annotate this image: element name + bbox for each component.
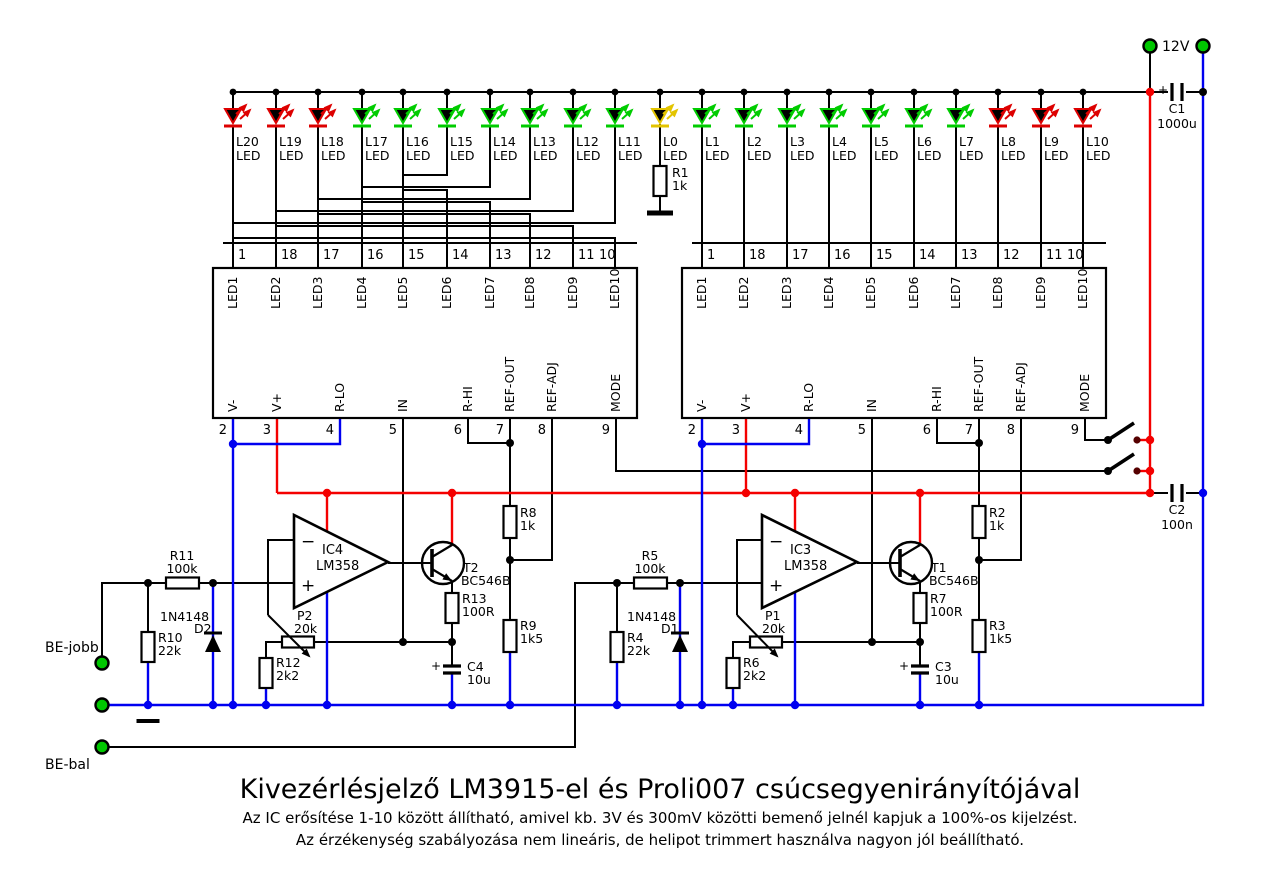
svg-text:10u: 10u [935,672,959,687]
svg-text:1N4148: 1N4148 [160,609,210,624]
resistor-body [727,658,740,688]
switch-blade [1108,423,1134,440]
svg-text:L6: L6 [917,134,932,149]
capacitor-C1 [1157,82,1197,131]
diode-symbol [205,635,221,652]
svg-text:5: 5 [388,423,397,438]
junction [229,440,237,448]
svg-text:LED3: LED3 [779,276,794,309]
svg-text:1k: 1k [520,518,536,533]
svg-text:1k5: 1k5 [989,631,1013,646]
wire [737,540,762,615]
svg-text:IC4: IC4 [322,543,344,558]
svg-text:9: 9 [1070,423,1079,438]
ground-wire [702,418,809,444]
svg-text:R4: R4 [627,630,644,645]
svg-text:L15: L15 [450,134,473,149]
svg-text:13: 13 [495,248,512,263]
led-L3 [778,89,815,268]
svg-text:10: 10 [1067,248,1084,263]
svg-text:L13: L13 [533,134,556,149]
svg-text:R2: R2 [989,505,1006,520]
svg-text:2: 2 [218,423,227,438]
trimmer-P2 [268,608,318,658]
svg-text:LED: LED [321,148,346,163]
input-ground-terminal [96,699,109,712]
svg-text:+: + [430,659,441,673]
svg-text:LED: LED [663,148,688,163]
resistor-R4 [611,630,651,662]
svg-text:C2: C2 [1168,502,1186,517]
svg-text:1k: 1k [672,178,688,193]
supply-positive-terminal [1144,39,1190,55]
resistor-body [973,506,986,538]
resistor-R9 [504,618,544,652]
svg-text:L5: L5 [874,134,889,149]
junction [676,579,684,587]
svg-text:REF-ADJ: REF-ADJ [544,362,559,412]
capacitor-C2 [1161,483,1193,532]
resistor-R3 [973,618,1013,652]
led-L20 [224,89,615,268]
led-L12 [276,89,601,268]
resistor-R6 [727,655,767,688]
supply-ground-terminal [1197,40,1210,53]
svg-text:1: 1 [707,248,716,263]
svg-text:1: 1 [238,248,247,263]
svg-text:R10: R10 [158,630,183,645]
junction [1146,489,1154,497]
svg-text:LED9: LED9 [565,276,580,309]
resistor-R2 [973,505,1006,538]
led-L6 [905,89,942,268]
junction [209,701,217,709]
resistor-body [166,578,199,589]
input-left-terminal [45,741,109,774]
svg-text:LED1: LED1 [694,276,709,309]
svg-text:LED2: LED2 [736,276,751,309]
svg-text:LED: LED [705,148,730,163]
junction [613,701,621,709]
svg-text:V-: V- [694,399,709,412]
svg-text:22k: 22k [158,643,182,658]
svg-text:20k: 20k [762,621,786,636]
svg-text:L4: L4 [832,134,847,149]
svg-text:LED: LED [874,148,899,163]
svg-text:11: 11 [578,248,595,263]
resistor-R8 [504,505,537,538]
svg-text:T2: T2 [463,560,479,575]
svg-text:14: 14 [452,248,469,263]
junction [791,701,799,709]
svg-text:R-HI: R-HI [929,386,944,412]
junction [916,638,924,646]
svg-text:−: − [769,532,784,552]
svg-text:16: 16 [834,248,851,263]
svg-text:6: 6 [922,423,931,438]
junction [1104,436,1112,444]
svg-text:+: + [769,576,784,596]
junction [448,638,456,646]
transistor-T1 [890,542,979,588]
junction [262,701,270,709]
svg-text:L9: L9 [1044,134,1059,149]
svg-text:LED: LED [747,148,772,163]
schematic-note-1: Az IC erősítése 1-10 között állítható, amivel kb. 3V és 300mV közötti bemenő jelnél kapjuk a 100%-os kijelzést. [242,809,1078,827]
junction [506,556,514,564]
led-L1 [693,89,730,268]
svg-text:11: 11 [1046,248,1063,263]
svg-text:MODE: MODE [608,373,623,412]
ic-lm3915-right [682,243,1106,438]
svg-text:L12: L12 [576,134,599,149]
svg-text:LED5: LED5 [395,276,410,309]
svg-text:LED: LED [493,148,518,163]
svg-text:+: + [1157,83,1168,97]
opamp-IC4 [294,515,388,608]
junction [975,701,983,709]
svg-text:2k2: 2k2 [743,668,767,683]
resistor-body [973,620,986,652]
terminal-pad [96,741,109,754]
svg-text:9: 9 [601,423,610,438]
svg-text:L11: L11 [618,134,641,149]
svg-text:LED6: LED6 [439,276,454,309]
svg-text:LM358: LM358 [784,559,828,574]
svg-text:R-HI: R-HI [460,386,475,412]
svg-text:LED1: LED1 [225,276,240,309]
junction [1146,436,1154,444]
svg-text:1000u: 1000u [1157,116,1197,131]
svg-text:R5: R5 [641,548,659,563]
capacitor-C3 [899,659,959,687]
led-L18 [309,89,530,268]
resistor-body [654,166,667,196]
svg-text:L17: L17 [365,134,388,149]
svg-text:L18: L18 [321,134,344,149]
svg-text:C3: C3 [935,659,952,674]
svg-text:−: − [301,532,316,552]
svg-text:LED: LED [1001,148,1026,163]
svg-text:LED10: LED10 [1075,268,1090,309]
svg-text:R-LO: R-LO [332,382,347,412]
svg-text:REF-OUT: REF-OUT [971,356,986,412]
svg-text:IN: IN [395,398,410,412]
svg-text:R3: R3 [989,618,1006,633]
svg-text:R7: R7 [930,591,947,606]
junction [916,701,924,709]
svg-text:12: 12 [535,248,552,263]
svg-text:14: 14 [919,248,936,263]
led-L10 [1074,89,1111,268]
svg-text:LED6: LED6 [906,276,921,309]
ground-wire [233,418,340,444]
led-L17 [353,89,490,268]
svg-text:10: 10 [599,248,616,263]
opamp-IC3 [762,515,857,608]
svg-text:15: 15 [408,248,425,263]
svg-text:D2: D2 [194,621,212,636]
switch-blade [1108,454,1134,471]
mode-switch-upper [1108,423,1134,440]
svg-text:L8: L8 [1001,134,1016,149]
svg-text:L2: L2 [747,134,762,149]
svg-text:20k: 20k [294,621,318,636]
svg-text:13: 13 [961,248,978,263]
svg-text:8: 8 [1006,423,1015,438]
svg-text:10u: 10u [467,672,491,687]
svg-text:3: 3 [262,423,271,438]
svg-text:LED: LED [790,148,815,163]
svg-text:V+: V+ [738,392,753,412]
svg-text:L10: L10 [1086,134,1109,149]
junction [1104,467,1112,475]
junction [791,489,799,497]
svg-text:1k5: 1k5 [520,631,544,646]
svg-text:C1: C1 [1168,101,1186,116]
svg-text:17: 17 [323,248,340,263]
svg-text:REF-ADJ: REF-ADJ [1013,362,1028,412]
svg-text:R12: R12 [276,655,301,670]
svg-text:LED8: LED8 [522,276,537,309]
junction [448,489,456,497]
svg-text:LM358: LM358 [316,559,360,574]
svg-text:100n: 100n [1161,517,1193,532]
resistor-body [611,632,624,662]
svg-text:18: 18 [749,248,766,263]
svg-text:5: 5 [857,423,866,438]
svg-text:LED: LED [450,148,475,163]
junction [698,701,706,709]
junction [1146,88,1154,96]
input-right-terminal [45,640,109,670]
svg-text:1k: 1k [989,518,1005,533]
svg-text:7: 7 [964,423,973,438]
junction [613,579,621,587]
diode-symbol [672,635,688,652]
svg-text:R8: R8 [520,505,537,520]
svg-text:R13: R13 [462,591,487,606]
led-L5 [862,89,899,268]
svg-text:R11: R11 [169,548,195,563]
svg-text:100R: 100R [462,604,495,619]
svg-text:100R: 100R [930,604,963,619]
junction [506,701,514,709]
svg-text:LED: LED [365,148,390,163]
svg-text:BE-jobb: BE-jobb [45,640,99,656]
junction [209,579,217,587]
svg-text:L14: L14 [493,134,516,149]
junction [975,556,983,564]
svg-text:4: 4 [325,423,334,438]
led-L13 [318,89,558,268]
junction [1199,489,1207,497]
svg-text:LED: LED [917,148,942,163]
svg-text:LED: LED [406,148,431,163]
wire [268,540,294,615]
junction [868,638,876,646]
svg-text:V+: V+ [269,392,284,412]
svg-text:1N4148: 1N4148 [627,609,677,624]
svg-text:7: 7 [495,423,504,438]
junction [742,489,750,497]
svg-text:15: 15 [876,248,893,263]
svg-text:LED7: LED7 [482,276,497,309]
junction [1146,467,1154,475]
resistor-body [634,578,667,589]
svg-text:LED: LED [533,148,558,163]
resistor-body [142,632,155,662]
svg-text:BE-bal: BE-bal [45,757,90,773]
junction [229,701,237,709]
resistor-R1 [654,165,689,196]
resistor-body [260,658,273,688]
svg-text:D1: D1 [661,621,679,636]
junction [144,701,152,709]
junction [698,440,706,448]
schematic-title: Kivezérlésjelző LM3915-el és Proli007 csúcsegyenirányítójával [239,774,1081,805]
svg-text:LED8: LED8 [990,276,1005,309]
resistor-R13 [446,591,495,623]
wire [1085,418,1108,440]
terminal-pad [96,657,109,670]
svg-text:+: + [898,659,909,673]
resistor-R7 [914,591,963,623]
svg-text:IC3: IC3 [790,543,812,558]
mode-switch-lower [1108,454,1134,471]
svg-text:100k: 100k [634,561,666,576]
svg-text:L16: L16 [406,134,429,149]
svg-text:LED2: LED2 [268,276,283,309]
svg-text:LED9: LED9 [1033,276,1048,309]
svg-text:BC546B: BC546B [929,573,979,588]
resistor-R11 [166,548,199,589]
resistor-body [504,506,517,538]
schematic-note-2: Az érzékenység szabályozása nem lineáris, de helipot trimmert használva nagyon jól beállítható. [295,831,1025,849]
led-L2 [735,89,772,268]
svg-text:P1: P1 [765,608,781,623]
junction [676,701,684,709]
led-L9 [1032,89,1069,268]
svg-text:LED3: LED3 [310,276,325,309]
junction [916,489,924,497]
led-L14 [362,89,518,268]
svg-text:IN: IN [864,398,879,412]
svg-text:LED7: LED7 [948,276,963,309]
svg-text:LED10: LED10 [607,268,622,309]
svg-text:LED: LED [576,148,601,163]
junction [506,439,514,447]
svg-text:17: 17 [792,248,809,263]
svg-text:LED4: LED4 [821,276,836,309]
junction [1199,88,1207,96]
svg-text:12V: 12V [1162,39,1190,55]
svg-text:+: + [301,576,316,596]
svg-text:LED4: LED4 [354,276,369,309]
resistor-body [914,593,927,623]
led-L8 [989,89,1026,268]
svg-text:3: 3 [731,423,740,438]
svg-text:100k: 100k [166,561,198,576]
svg-text:8: 8 [537,423,546,438]
svg-text:LED: LED [1044,148,1069,163]
svg-text:C4: C4 [467,659,484,674]
junction [975,439,983,447]
svg-text:2k2: 2k2 [276,668,300,683]
junction [144,579,152,587]
resistor-body [504,620,517,652]
svg-text:LED: LED [959,148,984,163]
led-L0 [651,89,688,163]
transistor-T2 [422,542,511,588]
led-L11 [233,89,643,268]
led-L7 [947,89,984,268]
svg-text:BC546B: BC546B [461,573,511,588]
led-L16 [394,89,447,268]
svg-text:T1: T1 [931,560,947,575]
junction [448,701,456,709]
resistor-body [446,593,459,623]
svg-text:18: 18 [281,248,298,263]
svg-text:LED: LED [236,148,261,163]
svg-text:L7: L7 [959,134,974,149]
resistor-R10 [142,630,183,662]
trimmer-P1 [737,608,786,658]
svg-text:L19: L19 [279,134,302,149]
capacitor-C4 [431,659,491,687]
svg-text:LED: LED [1086,148,1111,163]
svg-text:L20: L20 [236,134,259,149]
svg-text:R6: R6 [743,655,760,670]
svg-text:REF-OUT: REF-OUT [502,356,517,412]
svg-text:LED5: LED5 [863,276,878,309]
svg-text:L0: L0 [663,134,678,149]
switch-contact [1133,467,1140,474]
svg-text:L1: L1 [705,134,720,149]
resistor-R12 [260,655,301,688]
svg-text:MODE: MODE [1077,373,1092,412]
junction [323,489,331,497]
resistor-R5 [634,548,667,589]
svg-text:L3: L3 [790,134,805,149]
junction [323,701,331,709]
svg-text:22k: 22k [627,643,651,658]
svg-text:16: 16 [367,248,384,263]
switch-contact [1133,436,1140,443]
terminal-pad [1144,40,1157,53]
led-L4 [820,89,857,268]
svg-text:V-: V- [225,399,240,412]
svg-text:LED: LED [279,148,304,163]
svg-text:6: 6 [453,423,462,438]
terminal-pad [96,699,109,712]
junction [399,638,407,646]
ic-lm3915-left [213,243,637,438]
svg-text:12: 12 [1003,248,1020,263]
svg-text:R1: R1 [672,165,689,180]
terminal-pad [1197,40,1210,53]
svg-text:LED: LED [832,148,857,163]
svg-text:LED: LED [618,148,643,163]
svg-text:R-LO: R-LO [801,382,816,412]
svg-text:R9: R9 [520,618,537,633]
svg-text:4: 4 [794,423,803,438]
svg-text:2: 2 [687,423,696,438]
junction [729,701,737,709]
svg-text:P2: P2 [297,608,313,623]
